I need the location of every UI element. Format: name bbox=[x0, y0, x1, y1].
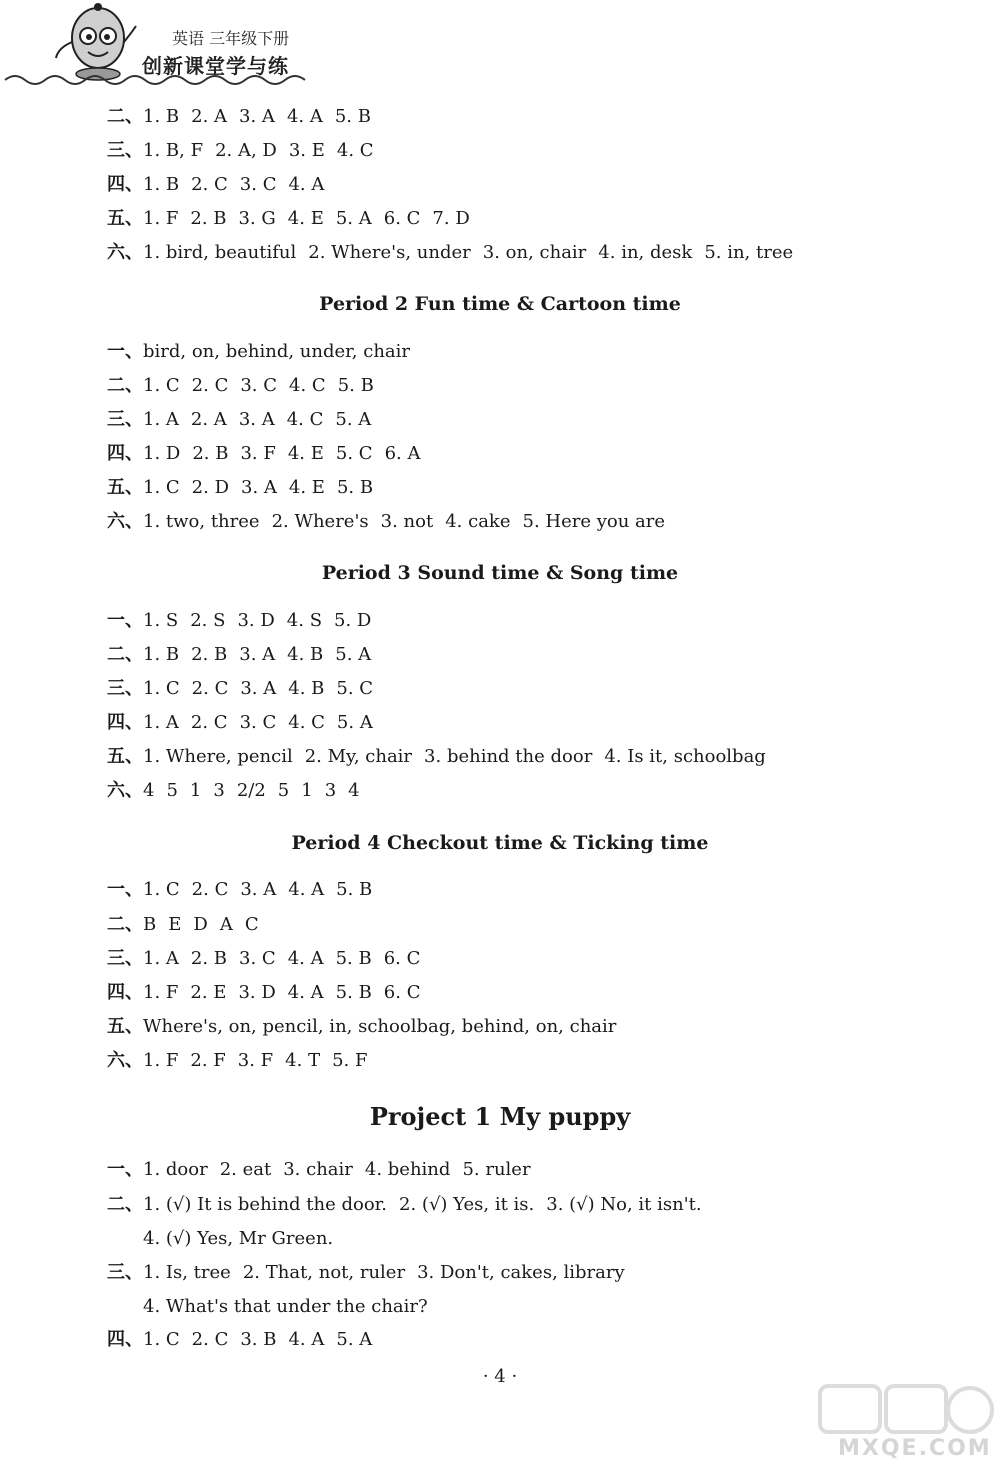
answer-item: 3. A bbox=[239, 644, 276, 665]
question-number: 六、 bbox=[107, 511, 143, 532]
answer-item: 4. C bbox=[288, 712, 325, 733]
answer-item: 1. F bbox=[143, 982, 179, 1003]
answer-item: 2/2 bbox=[236, 780, 266, 801]
answer-item: 4. A bbox=[288, 174, 325, 195]
answer-item: 3. C bbox=[240, 375, 278, 396]
answer-item: B bbox=[143, 914, 157, 935]
answer-item: 4. B bbox=[288, 678, 325, 699]
answer-item: 2. My, chair bbox=[304, 746, 413, 767]
answer-item: 5. A bbox=[335, 409, 372, 430]
section-heading: Period 4 Checkout time & Ticking time bbox=[291, 832, 709, 854]
answer-item: 5. C bbox=[336, 678, 374, 699]
answer-item: 3. E bbox=[288, 140, 325, 161]
answer-item: 1. C bbox=[143, 879, 180, 900]
answer-item: 5. B bbox=[335, 982, 372, 1003]
answer-line bbox=[107, 779, 360, 803]
answer-item: 5. A bbox=[335, 208, 372, 229]
answer-line bbox=[107, 207, 470, 231]
answer-item: 1. Is, tree bbox=[143, 1262, 231, 1283]
answer-item: 3. B bbox=[240, 1329, 277, 1350]
answer-item: 2. B bbox=[192, 443, 229, 464]
answer-item: 4. B bbox=[287, 644, 324, 665]
answer-line bbox=[143, 1295, 428, 1319]
answer-line bbox=[107, 510, 665, 534]
answer-item: 4 bbox=[348, 780, 360, 801]
section-heading: Period 3 Sound time & Song time bbox=[321, 562, 679, 584]
answer-item: 5. Here you are bbox=[522, 511, 666, 532]
answer-item: 2. S bbox=[190, 610, 226, 631]
question-number: 三、 bbox=[107, 409, 143, 430]
question-number: 五、 bbox=[107, 477, 143, 498]
answer-item: 2. F bbox=[190, 1050, 226, 1071]
answer-line bbox=[107, 476, 373, 500]
book-subject: 英语 三年级下册 bbox=[172, 29, 290, 48]
answer-item: 4. Is it, schoolbag bbox=[604, 746, 766, 767]
section-heading: Period 2 Fun time & Cartoon time bbox=[319, 293, 681, 315]
answer-item: 1. A bbox=[143, 409, 179, 430]
answer-item: 5. B bbox=[336, 879, 373, 900]
answer-item: 4. A bbox=[286, 106, 323, 127]
answer-line bbox=[107, 878, 372, 902]
answer-line bbox=[107, 1328, 372, 1352]
answer-line bbox=[107, 677, 373, 701]
question-number: 一、 bbox=[107, 341, 143, 362]
question-number: 六、 bbox=[107, 1050, 143, 1071]
answer-item: 5. F bbox=[332, 1050, 368, 1071]
answer-line bbox=[107, 241, 793, 265]
question-number: 四、 bbox=[107, 982, 143, 1003]
answer-item: 2. eat bbox=[219, 1159, 272, 1180]
answer-item: 2. That, not, ruler bbox=[242, 1262, 406, 1283]
answer-item: 3. G bbox=[238, 208, 276, 229]
question-number: 四、 bbox=[107, 712, 143, 733]
answer-item: 3. F bbox=[237, 1050, 274, 1071]
answer-line bbox=[107, 947, 420, 971]
answer-item: 3. A bbox=[238, 409, 275, 430]
answer-item: 3. A bbox=[239, 106, 275, 127]
answer-line bbox=[107, 105, 371, 129]
answer-item: D bbox=[193, 914, 208, 935]
answer-item: 2. (√) Yes, it is. bbox=[399, 1194, 535, 1215]
answer-item: 2. Where's bbox=[271, 511, 369, 532]
question-number: 三、 bbox=[107, 1262, 143, 1283]
answer-item: 7. D bbox=[432, 208, 470, 229]
answer-item: 5. B bbox=[336, 477, 374, 498]
question-number: 二、 bbox=[107, 914, 143, 935]
answer-line bbox=[107, 609, 371, 633]
answer-item: 2. C bbox=[191, 375, 229, 396]
answer-item: 1. A bbox=[143, 712, 179, 733]
answer-item: 1 bbox=[189, 780, 202, 801]
answer-item: 1. B bbox=[143, 644, 180, 665]
question-number: 五、 bbox=[107, 746, 143, 767]
answer-item: 2. E bbox=[190, 982, 227, 1003]
book-brand: 创新课堂学与练 bbox=[142, 54, 289, 78]
answer-item: 4. in, desk bbox=[598, 242, 693, 263]
answer-item: 1 bbox=[301, 780, 313, 801]
answer-line bbox=[107, 1193, 702, 1217]
answer-item: 2. C bbox=[191, 174, 228, 195]
answer-line bbox=[107, 913, 259, 937]
question-number: 五、 bbox=[107, 208, 143, 229]
answer-item: 4. E bbox=[288, 477, 325, 498]
answer-item: 5. in, tree bbox=[704, 242, 794, 263]
answer-line bbox=[107, 1049, 367, 1073]
question-number: 六、 bbox=[107, 780, 143, 801]
answer-line bbox=[107, 173, 324, 197]
answer-item: 3. D bbox=[237, 610, 275, 631]
answer-item: 1. bird, beautiful bbox=[143, 242, 297, 263]
answer-item: 2. C bbox=[191, 1329, 229, 1350]
answer-item: 4. behind bbox=[364, 1159, 451, 1180]
page-header bbox=[0, 0, 1000, 100]
answer-item: bird, on, behind, under, chair bbox=[143, 341, 411, 362]
question-number: 六、 bbox=[107, 242, 143, 263]
answer-line bbox=[107, 374, 374, 398]
answer-item: 4 bbox=[143, 780, 155, 801]
answer-item: 4. C bbox=[286, 409, 324, 430]
answer-item: 5. A bbox=[336, 1329, 373, 1350]
answer-item: 2. C bbox=[191, 678, 229, 699]
answer-item: 1. Where, pencil bbox=[143, 746, 293, 767]
question-number: 二、 bbox=[107, 1194, 143, 1215]
answer-item: 4. A bbox=[288, 879, 325, 900]
answer-item: 5. B bbox=[335, 948, 372, 969]
answer-item: 6. C bbox=[383, 948, 421, 969]
answer-item: 1. B, F bbox=[143, 140, 204, 161]
answer-item: 1. C bbox=[143, 1329, 180, 1350]
answer-item: 2. A, D bbox=[215, 140, 277, 161]
answer-item: 4. E bbox=[287, 208, 324, 229]
answer-item: 5. B bbox=[337, 375, 374, 396]
answer-item: 3. D bbox=[238, 982, 276, 1003]
question-number: 四、 bbox=[107, 443, 143, 464]
answer-item: 5. C bbox=[335, 443, 373, 464]
answer-item: 4. E bbox=[287, 443, 324, 464]
answer-item: C bbox=[244, 914, 259, 935]
answer-item: 3. A bbox=[240, 879, 277, 900]
question-number: 二、 bbox=[107, 644, 143, 665]
answer-line bbox=[143, 1227, 333, 1251]
watermark-text: MXQE.COM bbox=[838, 1436, 992, 1461]
answer-line bbox=[107, 1015, 616, 1039]
answer-item: 3. C bbox=[239, 174, 277, 195]
answer-item: 1. C bbox=[143, 375, 180, 396]
answer-item: 1. two, three bbox=[143, 511, 260, 532]
decorative-wave-icon bbox=[0, 62, 310, 92]
answer-item: 5 bbox=[166, 780, 178, 801]
answer-item: 2. D bbox=[191, 477, 229, 498]
answer-item: 3. C bbox=[239, 948, 276, 969]
answer-item: 4. A bbox=[288, 1329, 325, 1350]
answer-item: 5. A bbox=[336, 712, 373, 733]
answer-item: 2. B bbox=[190, 208, 227, 229]
answer-line bbox=[107, 1158, 531, 1182]
answer-item: 3 bbox=[213, 780, 225, 801]
answer-line bbox=[107, 745, 766, 769]
answer-item: 2. C bbox=[190, 712, 228, 733]
answer-item: 2. A bbox=[191, 106, 228, 127]
answer-item: 4. cake bbox=[445, 511, 511, 532]
answer-item: 3. behind the door bbox=[424, 746, 593, 767]
answer-item: E bbox=[168, 914, 182, 935]
answer-item: 4. A bbox=[287, 948, 324, 969]
question-number: 三、 bbox=[107, 678, 143, 699]
answer-item: 4. What's that under the chair? bbox=[143, 1296, 428, 1317]
answer-item: 5. D bbox=[334, 610, 372, 631]
answer-item: Where's, on, pencil, in, schoolbag, behind, on, chair bbox=[143, 1016, 617, 1037]
answer-item: 4. S bbox=[286, 610, 323, 631]
answer-item: 2. C bbox=[191, 879, 229, 900]
question-number: 四、 bbox=[107, 174, 143, 195]
answer-item: 4. (√) Yes, Mr Green. bbox=[143, 1228, 334, 1249]
answer-item: 6. A bbox=[384, 443, 421, 464]
answer-item: 3. Don't, cakes, library bbox=[417, 1262, 625, 1283]
answer-item: 3. A bbox=[240, 678, 277, 699]
answer-item: 3. chair bbox=[283, 1159, 353, 1180]
answer-item: 3. A bbox=[241, 477, 277, 498]
answer-item: 1. B bbox=[143, 106, 180, 127]
answer-item: 1. door bbox=[143, 1159, 208, 1180]
answer-item: 6. C bbox=[383, 982, 421, 1003]
answer-line bbox=[107, 711, 373, 735]
answer-item: 5 bbox=[277, 780, 290, 801]
question-number: 三、 bbox=[107, 140, 143, 161]
answer-item: 4. A bbox=[287, 982, 324, 1003]
question-number: 一、 bbox=[107, 610, 143, 631]
question-number: 二、 bbox=[107, 106, 143, 127]
question-number: 一、 bbox=[107, 1159, 143, 1180]
answer-line bbox=[107, 442, 420, 466]
answer-line bbox=[107, 139, 374, 163]
answer-line bbox=[107, 1261, 625, 1285]
answer-item: 1. S bbox=[143, 610, 179, 631]
answer-item: 1. F bbox=[143, 208, 179, 229]
answer-item: 3. F bbox=[240, 443, 276, 464]
answer-item: 1. C bbox=[143, 477, 180, 498]
answer-item: 5. B bbox=[334, 106, 371, 127]
question-number: 二、 bbox=[107, 375, 143, 396]
answer-line bbox=[107, 981, 420, 1005]
answer-item: 3 bbox=[324, 780, 337, 801]
question-number: 三、 bbox=[107, 948, 143, 969]
answer-item: 1. B bbox=[143, 174, 180, 195]
answer-item: 4. C bbox=[336, 140, 374, 161]
answer-item: 4. C bbox=[289, 375, 326, 396]
section-heading: Project 1 My puppy bbox=[369, 1102, 631, 1131]
question-number: 五、 bbox=[107, 1016, 143, 1037]
answer-item: 3. on, chair bbox=[482, 242, 587, 263]
answer-item: 1. (√) It is behind the door. bbox=[143, 1194, 388, 1215]
answer-item: 4. T bbox=[285, 1050, 321, 1071]
answer-item: 1. F bbox=[143, 1050, 179, 1071]
question-number: 四、 bbox=[107, 1329, 143, 1350]
question-number: 一、 bbox=[107, 879, 143, 900]
answer-item: A bbox=[219, 914, 233, 935]
answer-item: 2. B bbox=[191, 644, 228, 665]
answer-item: 1. C bbox=[143, 678, 180, 699]
answer-item: 1. A bbox=[143, 948, 179, 969]
answer-item: 3. (√) No, it isn't. bbox=[546, 1194, 702, 1215]
answer-line bbox=[107, 408, 371, 432]
page-number: · 4 · bbox=[482, 1366, 518, 1387]
answer-line bbox=[107, 340, 410, 364]
answer-item: 2. A bbox=[190, 409, 227, 430]
answer-item: 3. C bbox=[239, 712, 277, 733]
answer-item: 6. C bbox=[383, 208, 421, 229]
answer-item: 3. not bbox=[380, 511, 434, 532]
answer-line bbox=[107, 643, 371, 667]
answer-item: 2. Where's, under bbox=[308, 242, 471, 263]
answer-item: 5. ruler bbox=[462, 1159, 531, 1180]
answer-item: 1. D bbox=[143, 443, 181, 464]
answer-item: 2. B bbox=[190, 948, 228, 969]
answer-item: 5. A bbox=[335, 644, 372, 665]
